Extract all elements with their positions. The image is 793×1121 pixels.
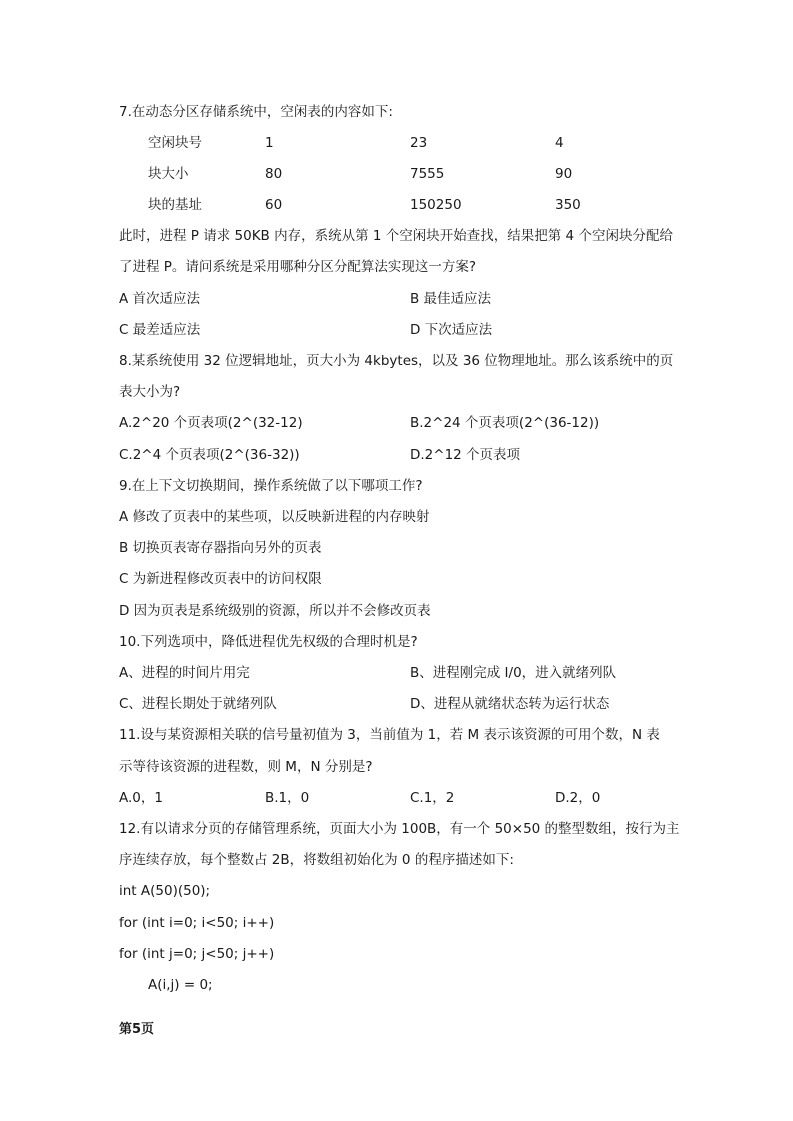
q11-option-b: B.1，0 (265, 790, 310, 806)
q12-code-line: for (int j=0; j<50; j++) (119, 946, 275, 962)
q12-code-line: int A(50)(50); (119, 883, 211, 899)
q9-option-c: C 为新进程修改页表中的访问权限 (119, 571, 322, 587)
q8-option-b: B.2^24 个页表项(2^(36-12)) (410, 415, 600, 431)
q11-option-c: C.1，2 (410, 790, 455, 806)
q7-option-b: B 最佳适应法 (410, 291, 492, 307)
table-cell: 块大小 (148, 166, 189, 182)
q10-option-c: C、进程长期处于就绪列队 (119, 696, 277, 712)
q7-body-line-2: 了进程 P。请问系统是采用哪种分区分配算法实现这一方案? (119, 259, 477, 275)
q11-stem-line-2: 示等待该资源的进程数，则 M，N 分别是? (119, 759, 373, 775)
q9-option-d: D 因为页表是系统级别的资源，所以并不会修改页表 (119, 603, 431, 619)
table-cell: 7555 (410, 166, 445, 182)
q9-stem: 9.在上下文切换期间，操作系统做了以下哪项工作? (119, 478, 423, 494)
q9-option-b: B 切换页表寄存器指向另外的页表 (119, 540, 322, 556)
q7-option-a: A 首次适应法 (119, 291, 201, 307)
table-cell: 23 (410, 135, 428, 151)
page-number: 第5页 (119, 1022, 155, 1037)
q11-option-d: D.2，0 (555, 790, 601, 806)
table-cell: 80 (265, 166, 283, 182)
table-cell: 60 (265, 197, 283, 213)
q8-option-a: A.2^20 个页表项(2^(32-12) (119, 415, 303, 431)
q11-stem-line-1: 11.设与某资源相关联的信号量初值为 3，当前值为 1，若 M 表示该资源的可用个数，N 表 (119, 727, 660, 743)
q12-stem-line-1: 12.有以请求分页的存储管理系统，页面大小为 100B，有一个 50×50 的整型数组，按行为主 (119, 821, 680, 837)
table-cell: 150250 (410, 197, 462, 213)
q9-option-a: A 修改了页表中的某些项，以反映新进程的内存映射 (119, 509, 430, 525)
q10-option-a: A、进程的时间片用完 (119, 665, 250, 681)
q8-stem-line-2: 表大小为? (119, 384, 181, 400)
q7-body-line-1: 此时，进程 P 请求 50KB 内存，系统从第 1 个空闲块开始查找，结果把第 4 个空闲块分配给 (119, 228, 673, 244)
table-cell: 350 (555, 197, 581, 213)
q10-option-b: B、进程刚完成 I/0，进入就绪列队 (410, 665, 617, 681)
q10-stem: 10.下列选项中，降低进程优先权级的合理时机是? (119, 634, 418, 650)
q12-code-line: for (int i=0; i<50; i++) (119, 915, 275, 931)
q8-stem-line-1: 8.某系统使用 32 位逻辑地址，页大小为 4kbytes，以及 36 位物理地址。那么该系统中的页 (119, 353, 674, 369)
q11-option-a: A.0，1 (119, 790, 163, 806)
q7-stem: 7.在动态分区存储系统中，空闲表的内容如下: (119, 104, 393, 120)
q8-option-c: C.2^4 个页表项(2^(36-32)) (119, 447, 300, 463)
q7-option-c: C 最差适应法 (119, 322, 201, 338)
q7-option-d: D 下次适应法 (410, 322, 493, 338)
table-cell: 块的基址 (148, 197, 202, 213)
q12-code-line: A(i,j) = 0; (148, 977, 213, 993)
q12-stem-line-2: 序连续存放，每个整数占 2B，将数组初始化为 0 的程序描述如下: (119, 852, 514, 868)
q8-option-d: D.2^12 个页表项 (410, 447, 521, 463)
table-cell: 4 (555, 135, 564, 151)
q10-option-d: D、进程从就绪状态转为运行状态 (410, 696, 610, 712)
table-cell: 1 (265, 135, 274, 151)
table-cell: 空闲块号 (148, 135, 202, 151)
table-cell: 90 (555, 166, 573, 182)
